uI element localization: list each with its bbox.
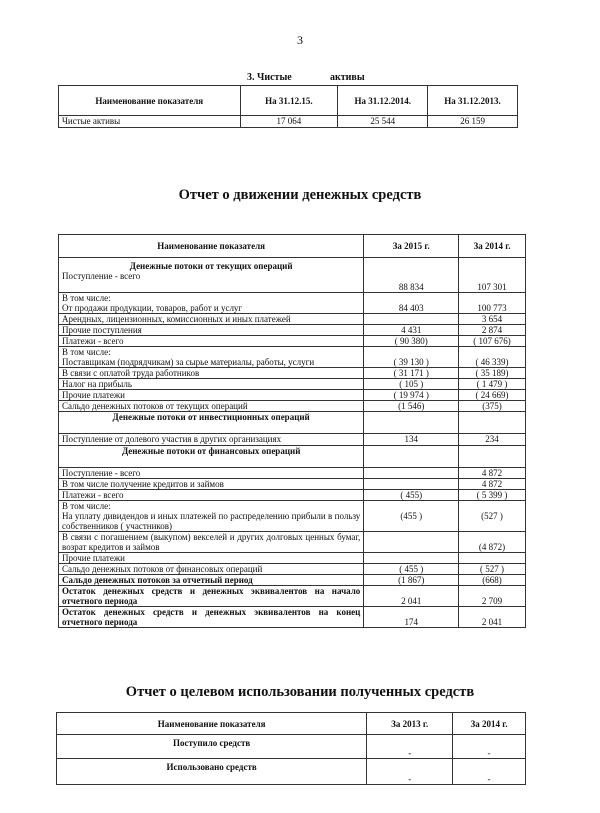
col-header-2014: За 2014 г.	[453, 713, 526, 735]
table-row	[59, 314, 526, 325]
row-label: Налог на прибыль	[59, 379, 364, 390]
row-label: Арендных, лицензионных, комиссионных и иных платежей	[59, 314, 364, 325]
table-row	[59, 586, 526, 607]
cell-value: 2 041	[459, 607, 526, 628]
cell-value: 107 301	[459, 258, 526, 293]
col-header-indicator: Наименование показателя	[59, 235, 364, 258]
row-label: Платежи - всего	[59, 490, 364, 501]
page-number: 3	[297, 33, 303, 47]
table-row	[59, 553, 526, 564]
cell-value: (527 )	[459, 501, 526, 532]
row-label: На уплату дивидендов и иных платежей по распределению прибыли в пользу собственников ( участников)	[62, 511, 361, 531]
cell-value	[364, 553, 459, 564]
col-header-2014: На 31.12.2014.	[338, 86, 428, 116]
cell-value: ( 1 479 )	[459, 379, 526, 390]
col-header-2014: За 2014 г.	[459, 235, 526, 258]
col-header-indicator: Наименование показателя	[59, 86, 241, 116]
targeted-use-header-row	[57, 713, 526, 735]
cell-value: 17 064	[240, 116, 338, 128]
cell-value: 100 773	[459, 293, 526, 314]
cash-flow-title: Отчет о движении денежных средств	[178, 187, 422, 203]
net-assets-caption-number: 3. Чистые	[247, 72, 292, 83]
table-row	[59, 379, 526, 390]
cell-value: 84 403	[364, 293, 459, 314]
cell-value: 26 159	[428, 116, 518, 128]
table-row	[59, 116, 518, 128]
cell-value: 25 544	[338, 116, 428, 128]
row-label: Чистые активы	[59, 116, 241, 128]
row-label: Сальдо денежных потоков от текущих операций	[59, 401, 364, 412]
cell-value: ( 455 )	[364, 564, 459, 575]
table-row	[59, 575, 526, 586]
net-assets-header-row	[59, 86, 518, 116]
cell-value: (1 867)	[364, 575, 459, 586]
row-label: Прочие поступления	[59, 325, 364, 336]
row-label: Прочие платежи	[59, 553, 364, 564]
cell-value: -	[367, 735, 453, 759]
cell-value: ( 39 130 )	[364, 347, 459, 368]
cell-value: 88 834	[364, 258, 459, 293]
cell-value: 4 431	[364, 325, 459, 336]
cell-value	[459, 553, 526, 564]
col-header-indicator: Наименование показателя	[57, 713, 367, 735]
section-heading-investment: Денежные потоки от инвестиционных операций	[59, 412, 364, 434]
cell-value	[364, 479, 459, 490]
col-header-2013: За 2013 г.	[367, 713, 453, 735]
cell-value: 2 041	[364, 586, 459, 607]
row-label: Использовано средств	[57, 759, 367, 785]
cell-value	[364, 314, 459, 325]
col-header-2015: На 31.12.15.	[240, 86, 338, 116]
table-row	[59, 564, 526, 575]
section-heading-current: Денежные потоки от текущих операций	[129, 261, 293, 271]
net-assets-caption-word: активы	[330, 72, 365, 83]
table-row	[57, 735, 526, 759]
col-header-2013: На 31.12.2013.	[428, 86, 518, 116]
row-label: Остаток денежных средств и денежных эквивалентов на конец отчетного периода	[59, 607, 364, 628]
cell-value	[364, 532, 459, 553]
cell-value: 4 872	[459, 468, 526, 479]
cell-value: 134	[364, 434, 459, 446]
cell-value: 3 654	[459, 314, 526, 325]
cell-value: (1 546)	[364, 401, 459, 412]
table-row	[59, 479, 526, 490]
table-row	[59, 434, 526, 446]
cell-value: -	[453, 759, 526, 785]
section-heading-financial: Денежные потоки от финансовых операций	[59, 446, 364, 468]
cell-value: 234	[459, 434, 526, 446]
table-row	[59, 501, 526, 532]
cell-value: ( 527 )	[459, 564, 526, 575]
table-row	[59, 412, 526, 434]
cash-flow-header-row	[59, 235, 526, 258]
row-label: Сальдо денежных потоков за отчетный период	[59, 575, 364, 586]
row-label: Сальдо денежных потоков от финансовых операций	[59, 564, 364, 575]
table-row	[59, 446, 526, 468]
cell-value: ( 107 676)	[459, 336, 526, 347]
cell-value: ( 46 339)	[459, 347, 526, 368]
cell-value: ( 455)	[364, 490, 459, 501]
row-label: Прочие платежи	[59, 390, 364, 401]
cash-flow-table	[58, 234, 526, 628]
cell-value: (455 )	[364, 501, 459, 532]
table-row	[59, 607, 526, 628]
row-label: Поступление от долевого участия в других организациях	[59, 434, 364, 446]
targeted-use-table	[56, 712, 526, 785]
table-row	[59, 325, 526, 336]
cell-value: ( 24 669)	[459, 390, 526, 401]
row-label: Поступило средств	[57, 735, 367, 759]
cell-value: ( 5 399 )	[459, 490, 526, 501]
cell-value	[364, 468, 459, 479]
row-label: Поступление - всего	[59, 468, 364, 479]
table-row	[59, 390, 526, 401]
table-row	[59, 532, 526, 553]
table-row	[59, 293, 526, 314]
table-row	[59, 490, 526, 501]
cell-value: ( 105 )	[364, 379, 459, 390]
row-label: В связи с оплатой труда работников	[59, 368, 364, 379]
cell-value: -	[367, 759, 453, 785]
row-label: В том числе получение кредитов и займов	[59, 479, 364, 490]
col-header-2015: За 2015 г.	[364, 235, 459, 258]
cell-value: ( 90 380)	[364, 336, 459, 347]
cell-value: 174	[364, 607, 459, 628]
table-row	[59, 468, 526, 479]
cell-value: -	[453, 735, 526, 759]
row-label: В связи с погашением (выкупом) векселей и других долговых ценных бумаг, возрат кредитов и займов	[59, 532, 364, 553]
cell-value: 4 872	[459, 479, 526, 490]
table-row	[59, 258, 526, 293]
table-row	[59, 368, 526, 379]
cell-value: (375)	[459, 401, 526, 412]
table-row	[59, 336, 526, 347]
row-label: Остаток денежных средств и денежных эквивалентов на начало отчетного периода	[59, 586, 364, 607]
cell-value: ( 35 189)	[459, 368, 526, 379]
cell-value: ( 31 171 )	[364, 368, 459, 379]
row-label: Поставщикам (подрядчикам) за сырье материалы, работы, услуги	[62, 357, 315, 367]
cell-value: (4 872)	[459, 532, 526, 553]
cell-value: 2 874	[459, 325, 526, 336]
cell-value: 2 709	[459, 586, 526, 607]
row-label: Платежи - всего	[59, 336, 364, 347]
row-label: От продажи продукции, товаров, работ и услуг	[62, 303, 243, 313]
net-assets-table	[58, 85, 518, 128]
row-label: В том числе:	[62, 293, 111, 303]
cell-value: ( 19 974 )	[364, 390, 459, 401]
row-label: В том числе:	[62, 501, 111, 511]
table-row	[57, 759, 526, 785]
table-row	[59, 401, 526, 412]
table-row	[59, 347, 526, 368]
row-label: В том числе:	[62, 347, 111, 357]
targeted-use-title: Отчет о целевом использовании полученных средств	[125, 684, 475, 700]
row-label: Поступление - всего	[62, 271, 141, 281]
cell-value: (668)	[459, 575, 526, 586]
